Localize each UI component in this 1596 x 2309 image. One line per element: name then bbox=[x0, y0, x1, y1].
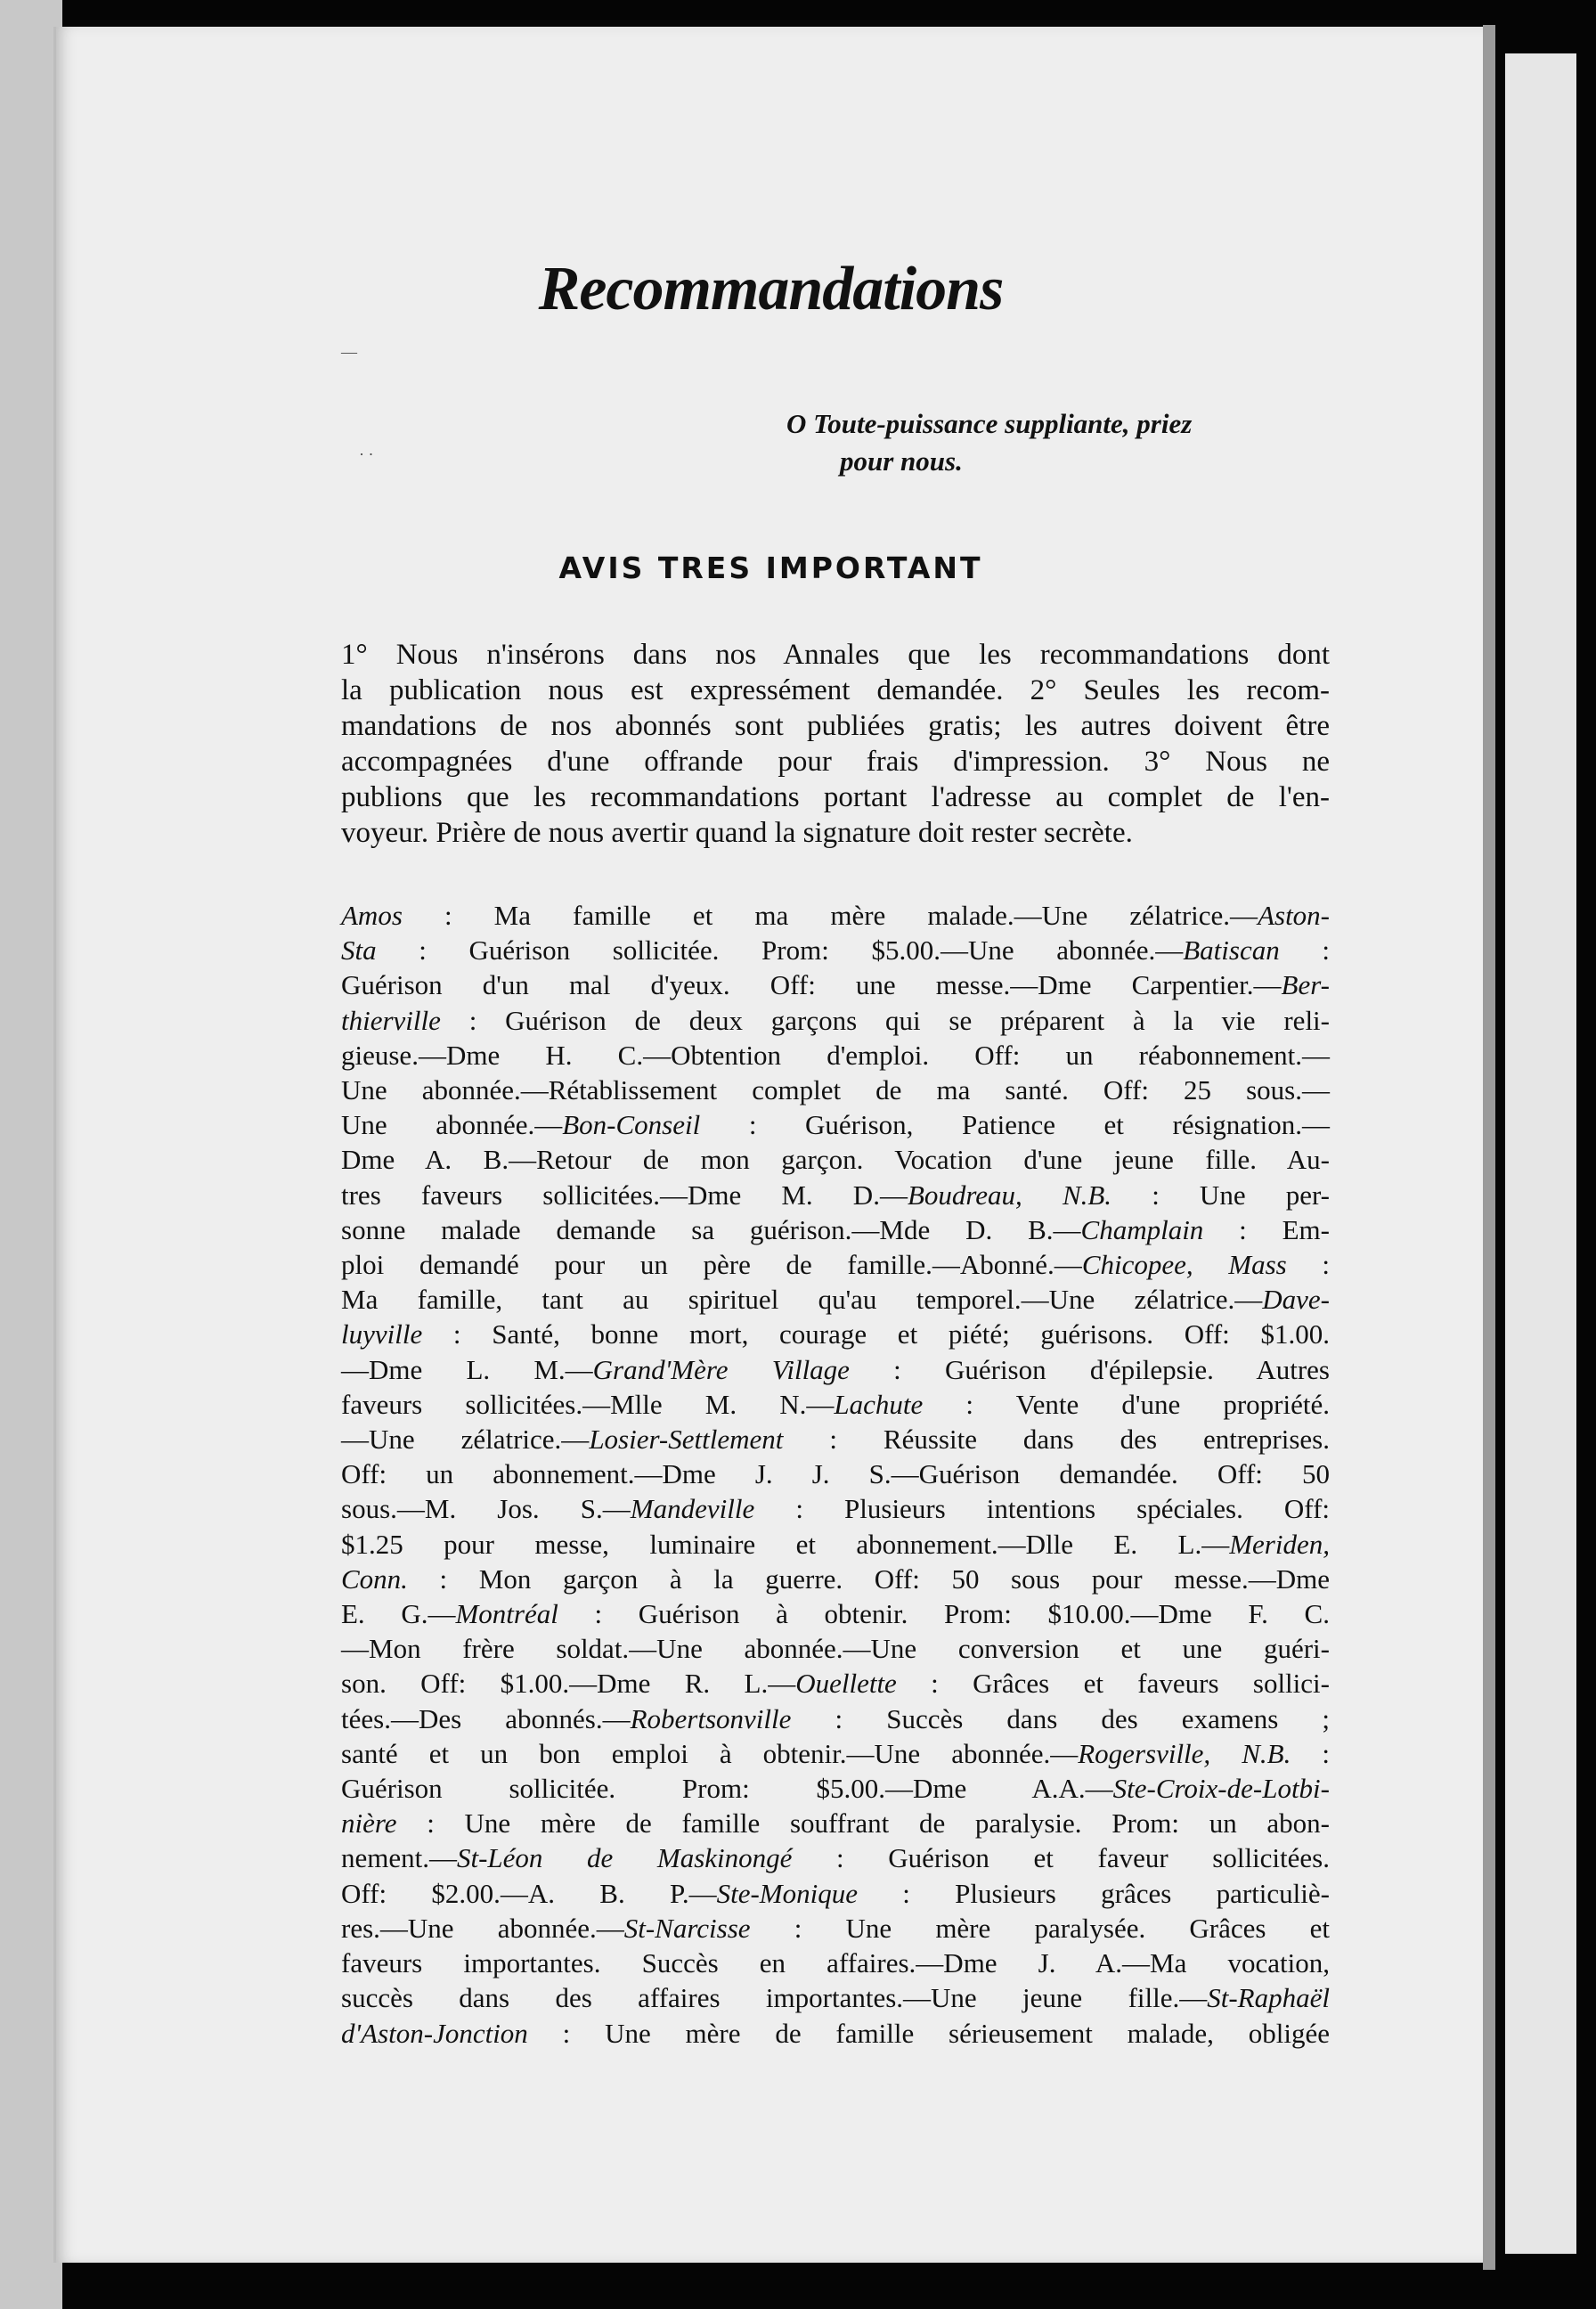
motto bbox=[786, 405, 1339, 480]
place-name: Dave- bbox=[1262, 1284, 1330, 1316]
recommendation-line bbox=[341, 1178, 1330, 1212]
notice-paragraph bbox=[341, 637, 1330, 851]
recommendation-line bbox=[341, 1562, 1330, 1596]
recommendation-text: : Une mère de famille souffrant de paralysie. Prom: un abon- bbox=[396, 1807, 1330, 1840]
recommendation-text: : bbox=[1291, 1737, 1330, 1769]
recommendation-line bbox=[341, 898, 1330, 933]
recommendation-text: : Une mère paralysée. Grâces et bbox=[750, 1912, 1330, 1944]
recommendation-line bbox=[341, 1527, 1330, 1562]
place-name: Ber- bbox=[1281, 969, 1330, 1001]
recommendation-line bbox=[341, 1596, 1330, 1631]
recommendation-text: —Une zélatrice.— bbox=[341, 1424, 590, 1456]
recommendation-line bbox=[341, 1073, 1330, 1107]
recommendation-line bbox=[341, 1456, 1330, 1491]
recommendation-line bbox=[341, 1876, 1330, 1911]
recommendation-text: : Em- bbox=[1203, 1213, 1330, 1245]
place-name: Losier-Settlement bbox=[589, 1424, 784, 1456]
place-name: Ouellette bbox=[795, 1668, 897, 1700]
ink-mark: · · bbox=[359, 445, 374, 463]
place-name: Batiscan bbox=[1183, 934, 1280, 967]
notice-line: la publication nous est expressément demandée. 2° Seules les recom- bbox=[341, 674, 1330, 706]
recommendation-text: —Dme L. M.— bbox=[341, 1353, 593, 1385]
recommendation-text: : bbox=[1279, 934, 1330, 967]
place-name: Mandeville bbox=[630, 1493, 755, 1525]
recommendation-text: : Succès dans des examens ; bbox=[791, 1702, 1330, 1734]
place-name: Boudreau, N.B. bbox=[907, 1179, 1112, 1211]
notice-line: publions que les recommandations portant l'adresse au complet de l'en- bbox=[341, 781, 1330, 813]
page-edge bbox=[1483, 25, 1495, 2270]
recommendation-text: res.—Une abonnée.— bbox=[341, 1912, 624, 1944]
place-name: Robertsonville bbox=[630, 1702, 792, 1734]
recommendation-line bbox=[341, 967, 1330, 1002]
recommendation-text: —Mon frère soldat.—Une abonnée.—Une conversion et une guéri- bbox=[341, 1633, 1330, 1665]
recommendation-line bbox=[341, 1736, 1330, 1771]
place-name: thierville bbox=[341, 1004, 441, 1036]
recommendation-text: sonne malade demande sa guérison.—Mde D. B.— bbox=[341, 1213, 1081, 1245]
recommendation-line bbox=[341, 1491, 1330, 1526]
place-name: Conn. bbox=[341, 1562, 408, 1595]
recommendation-text: : bbox=[1286, 1249, 1330, 1281]
next-page-edge bbox=[1505, 53, 1576, 2254]
recommendation-text: : Guérison d'épilepsie. Autres bbox=[849, 1353, 1330, 1385]
place-name: Lachute bbox=[834, 1388, 924, 1420]
recommendation-text: Une abonnée.—Rétablissement complet de ma santé. Off: 25 sous.— bbox=[341, 1074, 1330, 1106]
recommendation-text: Ma famille, tant au spirituel qu'au temporel.—Une zélatrice.— bbox=[341, 1284, 1263, 1316]
notice-title: AVIS TRES IMPORTANT bbox=[558, 551, 983, 585]
recommendation-text: : Mon garçon à la guerre. Off: 50 sous pour messe.—Dme bbox=[407, 1562, 1330, 1595]
recommendation-text: : Plusieurs intentions spéciales. Off: bbox=[754, 1493, 1331, 1525]
recommendation-text: santé et un bon emploi à obtenir.—Une abonnée.— bbox=[341, 1737, 1079, 1769]
recommendation-line bbox=[341, 1142, 1330, 1177]
page bbox=[53, 27, 1486, 2263]
recommendation-line bbox=[341, 1701, 1330, 1736]
place-name: Sta bbox=[341, 934, 377, 967]
recommendation-line bbox=[341, 1631, 1330, 1666]
recommendation-text: : Santé, bonne mort, courage et piété; guérisons. Off: $1.00. bbox=[422, 1318, 1330, 1350]
recommendation-text: Dme A. B.—Retour de mon garçon. Vocation d'une jeune fille. Au- bbox=[341, 1144, 1330, 1176]
place-name: Champlain bbox=[1080, 1213, 1204, 1245]
recommendation-line bbox=[341, 1003, 1330, 1038]
recommendation-text: nement.— bbox=[341, 1842, 457, 1874]
recommendation-text: gieuse.—Dme H. C.—Obtention d'emploi. Off: un réabonnement.— bbox=[341, 1039, 1330, 1071]
recommendation-line bbox=[341, 1422, 1330, 1456]
recommendation-line bbox=[341, 933, 1330, 967]
notice-line: mandations de nos abonnés sont publiées gratis; les autres doivent être bbox=[341, 710, 1330, 742]
recommendation-text: faveurs sollicitées.—Mlle M. N.— bbox=[341, 1388, 835, 1420]
recommendation-text: $1.25 pour messe, luminaire et abonnement.—Dlle E. L.— bbox=[341, 1528, 1230, 1560]
recommendation-line bbox=[341, 1911, 1330, 1946]
recommendation-line bbox=[341, 1212, 1330, 1247]
place-name: d'Aston-Jonction bbox=[341, 2017, 528, 2049]
place-name: Meriden, bbox=[1229, 1528, 1330, 1560]
motto-line: pour nous. bbox=[840, 445, 963, 477]
recommendation-text: succès dans des affaires importantes.—Une jeune fille.— bbox=[341, 1982, 1208, 2014]
place-name: Montréal bbox=[455, 1598, 558, 1630]
recommendation-text: sous.—M. Jos. S.— bbox=[341, 1493, 631, 1525]
recommendation-line bbox=[341, 1352, 1330, 1387]
place-name: Ste-Croix-de-Lotbi- bbox=[1112, 1773, 1330, 1805]
recommendation-text: : Une per- bbox=[1112, 1179, 1330, 1211]
recommendation-line bbox=[341, 1247, 1330, 1282]
recommendation-text: tres faveurs sollicitées.—Dme M. D.— bbox=[341, 1179, 908, 1211]
recommendation-text: : Guérison et faveur sollicitées. bbox=[792, 1842, 1330, 1874]
recommendation-text: Off: $2.00.—A. B. P.— bbox=[341, 1877, 717, 1909]
recommendation-line bbox=[341, 1282, 1330, 1317]
recommendation-line bbox=[341, 1980, 1330, 2015]
place-name: Aston- bbox=[1258, 900, 1330, 931]
notice-line: voyeur. Prière de nous avertir quand la signature doit rester secrète. bbox=[341, 817, 1133, 849]
place-name: luyville bbox=[341, 1318, 423, 1350]
recommendation-text: E. G.— bbox=[341, 1598, 456, 1630]
place-name: Grand'Mère Village bbox=[592, 1353, 850, 1385]
recommendation-line bbox=[341, 1771, 1330, 1806]
recommendation-text: son. Off: $1.00.—Dme R. L.— bbox=[341, 1668, 796, 1700]
recommendation-line bbox=[341, 1387, 1330, 1422]
recommendation-text: Off: un abonnement.—Dme J. J. S.—Guérison demandée. Off: 50 bbox=[341, 1458, 1330, 1490]
recommendation-text: : Plusieurs grâces particuliè- bbox=[857, 1877, 1330, 1909]
ink-mark: — bbox=[341, 343, 357, 361]
recommendation-line bbox=[341, 1840, 1330, 1875]
recommendation-text: : Réussite dans des entreprises. bbox=[783, 1424, 1330, 1456]
recommendation-text: Guérison sollicitée. Prom: $5.00.—Dme A.A.— bbox=[341, 1773, 1113, 1805]
recommendation-line bbox=[341, 1946, 1330, 1980]
recommendations-list bbox=[341, 898, 1330, 2051]
recommendation-text: : Une mère de famille sérieusement malade, obligée bbox=[527, 2017, 1330, 2049]
recommendation-text: : Ma famille et ma mère malade.—Une zélatrice.— bbox=[402, 900, 1258, 931]
notice-line: accompagnées d'une offrande pour frais d'impression. 3° Nous ne bbox=[341, 746, 1330, 778]
recommendation-text: ploi demandé pour un père de famille.—Abonné.— bbox=[341, 1249, 1082, 1281]
recommendation-text: tées.—Des abonnés.— bbox=[341, 1702, 631, 1734]
place-name: Chicopee, Mass bbox=[1081, 1249, 1287, 1281]
recommendation-text: : Guérison sollicitée. Prom: $5.00.—Une abonnée.— bbox=[376, 934, 1184, 967]
notice-line: 1° Nous n'insérons dans nos Annales que les recommandations dont bbox=[341, 639, 1330, 671]
place-name: St-Narcisse bbox=[623, 1912, 751, 1944]
recommendation-text: : Guérison, Patience et résignation.— bbox=[700, 1109, 1330, 1141]
recommendation-text: : Grâces et faveurs sollici- bbox=[896, 1668, 1330, 1700]
recommendation-line bbox=[341, 1317, 1330, 1351]
motto-line: O Toute-puissance suppliante, priez bbox=[786, 408, 1193, 439]
place-name: nière bbox=[341, 1807, 397, 1840]
recommendation-text: Une abonnée.— bbox=[341, 1109, 563, 1141]
page-title: Recommandations bbox=[538, 255, 1004, 323]
place-name: Bon-Conseil bbox=[562, 1109, 701, 1141]
recommendation-line bbox=[341, 1806, 1330, 1840]
recommendation-line bbox=[341, 1107, 1330, 1142]
recommendation-text: : Guérison de deux garçons qui se préparent à la vie reli- bbox=[440, 1004, 1330, 1036]
recommendation-line bbox=[341, 2016, 1330, 2051]
recommendation-text: faveurs importantes. Succès en affaires.—Dme J. A.—Ma vocation, bbox=[341, 1947, 1330, 1979]
recommendation-line bbox=[341, 1666, 1330, 1701]
recommendation-line bbox=[341, 1038, 1330, 1073]
place-name: Amos bbox=[341, 900, 403, 931]
recommendation-text: : Vente d'une propriété. bbox=[923, 1388, 1331, 1420]
place-name: St-Raphaël bbox=[1207, 1982, 1330, 2014]
place-name: Rogersville, N.B. bbox=[1078, 1737, 1291, 1769]
recommendation-text: Guérison d'un mal d'yeux. Off: une messe.—Dme Carpentier.— bbox=[341, 969, 1282, 1001]
place-name: St-Léon de Maskinongé bbox=[457, 1842, 793, 1874]
recommendation-text: : Guérison à obtenir. Prom: $10.00.—Dme F. C. bbox=[558, 1598, 1330, 1630]
place-name: Ste-Monique bbox=[716, 1877, 858, 1909]
